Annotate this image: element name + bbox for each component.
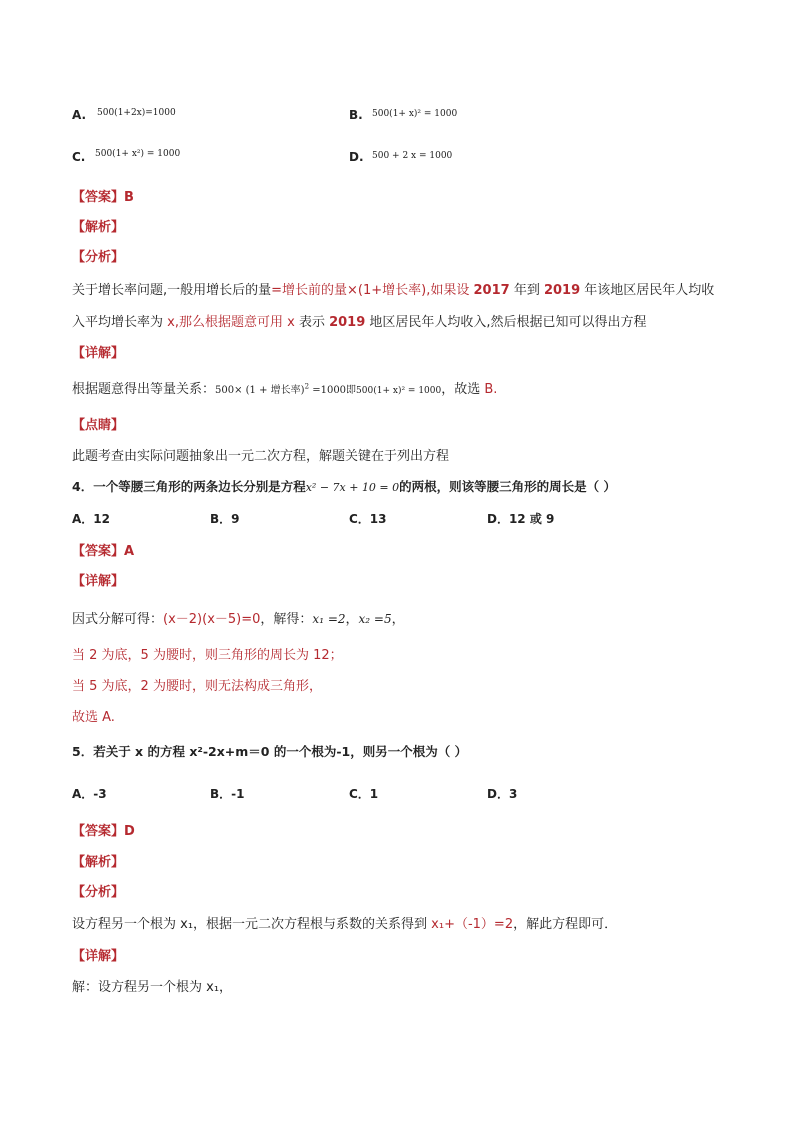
- analysis-text: 地区居民年人均收入,然后根据已知可以得出方程: [365, 315, 647, 330]
- answer-value: D: [124, 824, 135, 839]
- option-b-expression: 500(1+ x)² = 1000: [372, 109, 458, 119]
- q5-analysis-line: [72, 913, 617, 932]
- root-x1: x₁ =2: [312, 612, 346, 626]
- q5-option-b: B．-1: [210, 787, 245, 801]
- q5-xiangjie-heading: 【详解】: [72, 949, 125, 964]
- q5-fenxi-heading: 【分析】: [72, 885, 125, 900]
- q5-solution-start: 解：设方程另一个根为 x₁，: [72, 980, 233, 995]
- analysis-year-2017: 2017: [473, 283, 510, 298]
- analysis-text: 关于增长率问题,一般用增长后的量: [72, 283, 272, 298]
- analysis-text: 年到: [509, 283, 544, 298]
- analysis-equation: x₁+（-1）=2: [431, 917, 514, 932]
- q4-conclusion: 故选 A.: [72, 710, 115, 725]
- q4-xiangjie-heading: 【详解】: [72, 574, 125, 589]
- analysis-text: x,那么根据题意可用: [167, 315, 288, 330]
- q5-jiexi-heading: 【解析】: [72, 855, 125, 870]
- question-4-text: 4．一个等腰三角形的两条边长分别是方程: [72, 479, 306, 494]
- detail-expression-1: 500× (1 + 增长率)$^2$ =1000即: [215, 382, 357, 396]
- question-4-equation: x² − 7x + 10 = 0: [305, 481, 400, 494]
- analysis-text: 入平均增长率为: [72, 315, 168, 330]
- detail-choice: B.: [484, 382, 498, 397]
- analysis-var-x: x: [287, 315, 295, 330]
- q4-case-2: 当 5 为底，2 为腰时，则无法构成三角形，: [72, 679, 322, 694]
- detail-text: ，故选: [441, 382, 485, 397]
- q5-answer-line: [72, 820, 135, 839]
- question-4-text: 的两根，则该等腰三角形的周长是（ ）: [399, 479, 617, 494]
- factor-expression: (x－2)(x－5)=0: [163, 612, 261, 627]
- analysis-year-2019: 2019: [329, 315, 366, 330]
- answer-tag: 【答案】: [72, 190, 125, 205]
- detail-expression-2: 500(1+ x)² = 1000: [356, 386, 442, 396]
- q4-option-b: B．9: [210, 512, 240, 526]
- option-a-label: A.: [72, 108, 87, 122]
- answer-value: B: [124, 190, 134, 205]
- factor-text: ，: [391, 612, 405, 627]
- q4-option-a: A．12: [72, 512, 110, 526]
- q4-option-d: D．12 或 9: [487, 512, 555, 526]
- option-b-label: B.: [349, 108, 363, 122]
- question-5-stem: 5．若关于 x 的方程 x²-2x+m＝0 的一个根为-1，则另一个根为（ ）: [72, 744, 468, 759]
- option-d-expression: 500 + 2 x = 1000: [372, 151, 453, 161]
- q5-option-d: D．3: [487, 787, 518, 801]
- answer-line: [72, 186, 134, 205]
- option-d-label: D.: [349, 150, 364, 164]
- answer-tag: 【答案】: [72, 824, 125, 839]
- q5-option-c: C．1: [349, 787, 379, 801]
- analysis-text: 年该地区居民年人均收: [580, 283, 715, 298]
- answer-value: A: [124, 544, 135, 559]
- option-c-expression: 500(1+ x²) = 1000: [95, 149, 181, 159]
- analysis-text: 设方程另一个根为 x₁，根据一元二次方程根与系数的关系得到: [72, 917, 432, 932]
- factor-text: 因式分解可得：: [72, 612, 164, 627]
- q4-answer-line: [72, 540, 134, 559]
- analysis-line-2: [72, 311, 647, 330]
- analysis-text: ，解此方程即可．: [513, 917, 618, 932]
- analysis-year-2019: 2019: [543, 283, 581, 298]
- answer-tag: 【答案】: [72, 544, 125, 559]
- option-a-expression: 500(1+2x)=1000: [97, 108, 176, 118]
- detail-line: [72, 378, 497, 397]
- question-4-stem: [72, 477, 616, 495]
- q4-case-1: 当 2 为底，5 为腰时，则三角形的周长为 12；: [72, 648, 343, 663]
- comment-text: 此题考查由实际问题抽象出一元二次方程，解题关键在于列出方程: [72, 449, 450, 464]
- analysis-text: 表示: [294, 315, 330, 330]
- option-c-label: C.: [72, 150, 86, 164]
- q4-factor-line: 因式分解可得：(x－2)(x－5)=0，解得：x₁ =2，x₂ =5，: [72, 612, 405, 627]
- q4-option-c: C．13: [349, 512, 387, 526]
- detail-text: 根据题意得出等量关系：: [72, 382, 216, 397]
- q5-option-a: A．-3: [72, 787, 107, 801]
- fenxi-heading: 【分析】: [72, 250, 125, 265]
- dianjing-heading: 【点睛】: [72, 418, 125, 433]
- analysis-formula: =增长前的量×(1+增长率),如果设: [271, 283, 474, 298]
- factor-text: ，解得：: [260, 612, 313, 627]
- root-x2: x₂ =5: [358, 612, 392, 626]
- jiexi-heading: 【解析】: [72, 220, 125, 235]
- xiangjie-heading: 【详解】: [72, 346, 125, 361]
- analysis-line-1: [72, 279, 714, 298]
